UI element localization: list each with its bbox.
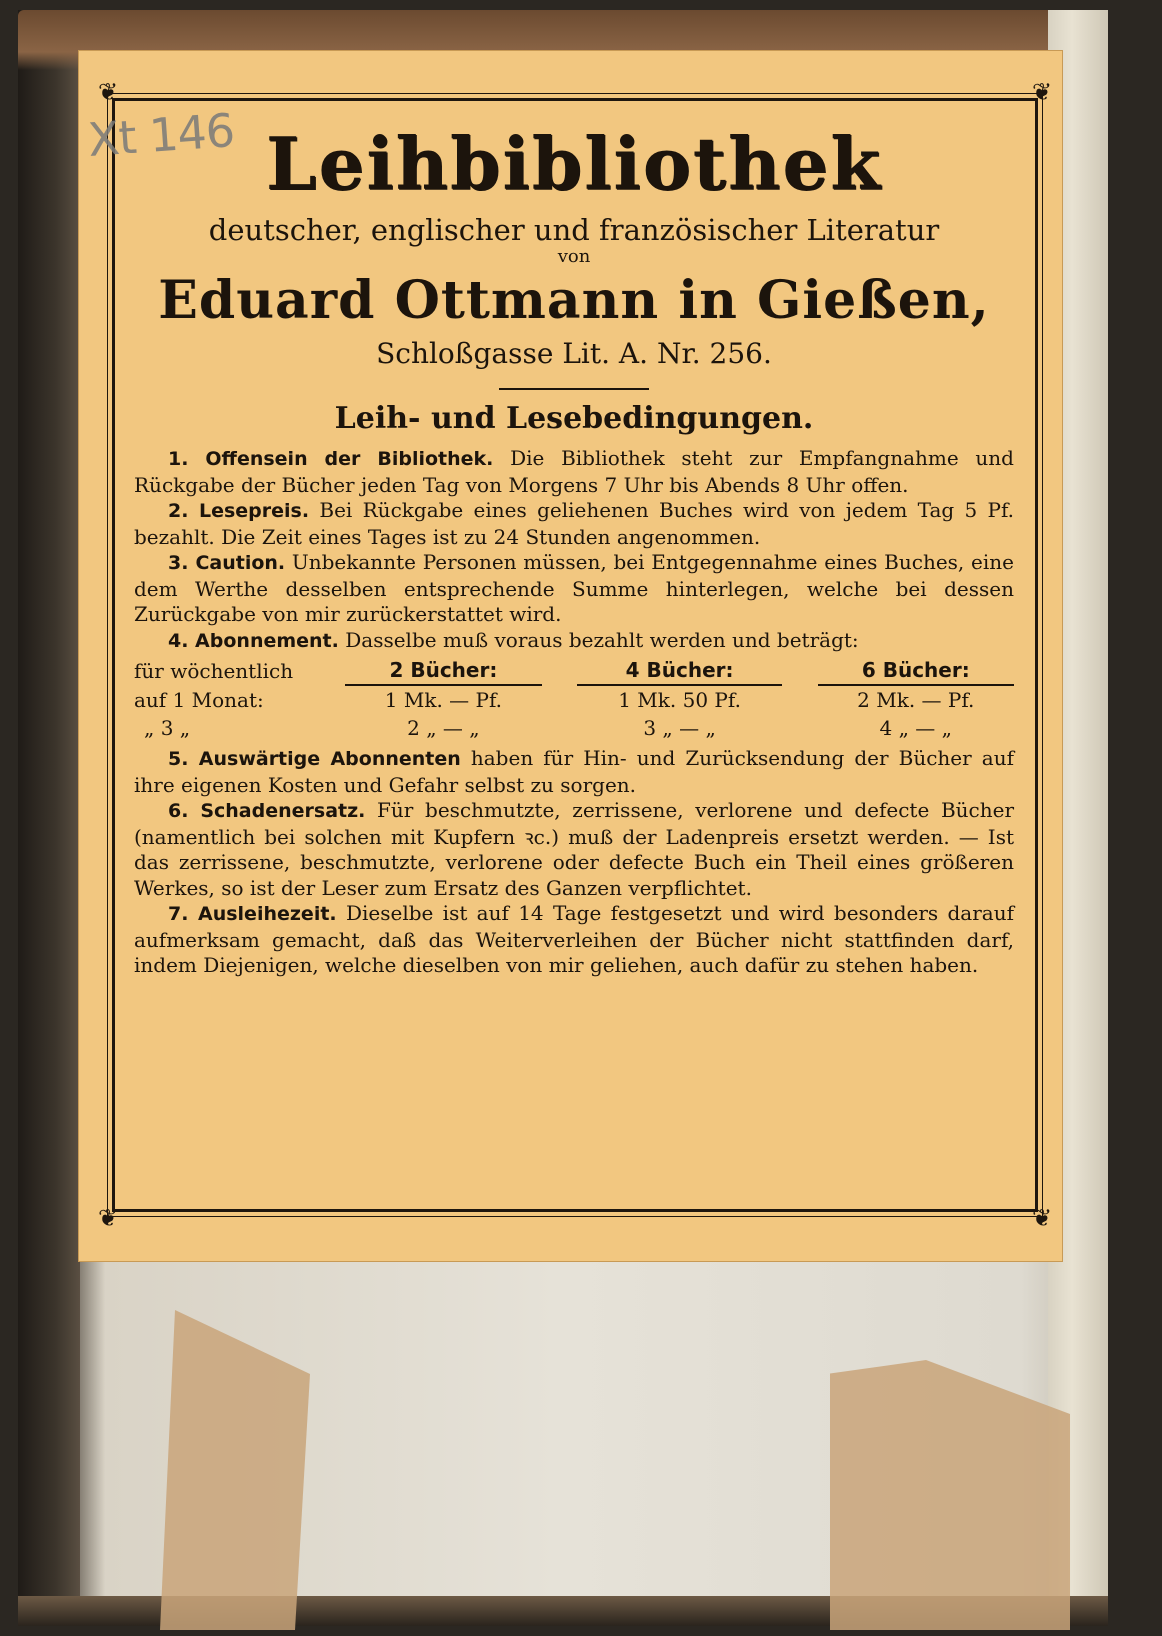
table-cell: 4 „ — „ — [879, 716, 953, 740]
rule-paragraph — [134, 746, 1014, 798]
table-row — [134, 714, 1014, 742]
label-title: Leihbibliothek — [265, 121, 883, 206]
rule-paragraph — [134, 628, 1014, 655]
rules-list — [134, 746, 1014, 979]
label-owner: Eduard Ottmann in Gießen, — [158, 270, 990, 331]
rule-head: 2. Lesepreis. — [168, 500, 310, 522]
rule-paragraph — [134, 901, 1014, 979]
rule-head: 3. Caution. — [168, 552, 286, 574]
table-cell: 2 Mk. — Pf. — [857, 688, 975, 712]
label-subtitle: deutscher, englischer und französischer Literatur — [208, 213, 940, 247]
rule-paragraph — [134, 446, 1014, 498]
rule-paragraph — [134, 498, 1014, 550]
table-header: 2 Bücher: — [345, 656, 541, 685]
library-label — [78, 50, 1063, 1262]
rules-list — [134, 446, 1014, 654]
label-address: Schloßgasse Lit. A. Nr. 256. — [376, 337, 772, 370]
table-cell: 2 „ — „ — [407, 716, 480, 740]
corner-ornament-icon: ❦ — [1031, 78, 1053, 106]
rule-text: Unbekannte Personen müssen, bei Entgegennahme eines Buches, eine dem Werthe desselben entsprechende Summe hinterlegen, welche bei dessen Zurückgabe von mir zurückerstattet wird. — [134, 550, 1014, 626]
corner-ornament-icon: ❦ — [1031, 1204, 1053, 1232]
table-row-label: für wöchentlich — [134, 659, 294, 683]
label-von: von — [557, 246, 591, 267]
subscription-table — [134, 656, 1014, 742]
table-header: 6 Bücher: — [818, 656, 1014, 685]
rule-text: haben für Hin- und Zurücksendung der Bücher auf ihre eigenen Kosten und Gefahr selbst zu sorgen. — [134, 746, 1014, 797]
table-row — [134, 685, 1014, 714]
rule-head: 6. Schadenersatz. — [168, 800, 366, 822]
rule-paragraph — [134, 798, 1014, 901]
rule-head: 7. Ausleihezeit. — [168, 903, 337, 925]
rule-text: Dasselbe muß voraus bezahlt werden und beträgt: — [338, 627, 859, 652]
conditions-heading: Leih- und Lesebedingungen. — [334, 401, 814, 436]
rule-text: Für beschmutzte, zerrissene, verlorene und defecte Bücher (namentlich bei solchen mit Kupfern ꝛc.) muß der Ladenpreis ersetzt werden. — Ist das zerrissene, beschmutzte, verlorene oder defecte Buch ein Theil eines größeren Werkes, so ist der Leser zum Ersatz des Ganzen verpflichtet. — [134, 798, 1015, 900]
table-cell: 1 Mk. 50 Pf. — [618, 688, 741, 712]
rule-head: 1. Offensein der Bibliothek. — [168, 448, 494, 470]
corner-ornament-icon: ❦ — [97, 1204, 119, 1232]
table-cell: 1 Mk. — Pf. — [384, 688, 503, 712]
paper-remnant-right — [830, 1360, 1070, 1630]
rule-paragraph — [134, 550, 1014, 628]
rule-text: Bei Rückgabe eines geliehenen Buches wird von jedem Tag 5 Pf. bezahlt. Die Zeit eines Tages ist zu 24 Stunden angenommen. — [134, 498, 1015, 549]
table-cell: 3 „ — „ — [643, 716, 716, 740]
handwritten-shelfmark: Xt 146 — [86, 102, 236, 168]
label-content — [134, 122, 1014, 979]
table-header: 4 Bücher: — [577, 656, 783, 685]
leather-edge-left — [18, 10, 80, 1626]
rule-text: Dieselbe ist auf 14 Tage festgesetzt und wird besonders darauf aufmerksam gemacht, daß das Weiterverleihen der Bücher nicht stattfinden darf, indem Diejenigen, welche dieselben von mir geliehen, auch dafür zu stehen haben. — [134, 901, 1014, 977]
corner-ornament-icon: ❦ — [97, 78, 119, 106]
table-cell: „ 3 „ — [144, 716, 191, 740]
rule-head: 4. Abonnement. — [168, 629, 339, 652]
rule-head: 5. Auswärtige Abonnenten — [168, 748, 461, 770]
table-cell: auf 1 Monat: — [134, 688, 264, 712]
rule-text: Die Bibliothek steht zur Empfangnahme und Rückgabe der Bücher jeden Tag von Morgens 7 Uhr bis Abends 8 Uhr offen. — [134, 446, 1014, 497]
divider-rule — [499, 388, 649, 390]
